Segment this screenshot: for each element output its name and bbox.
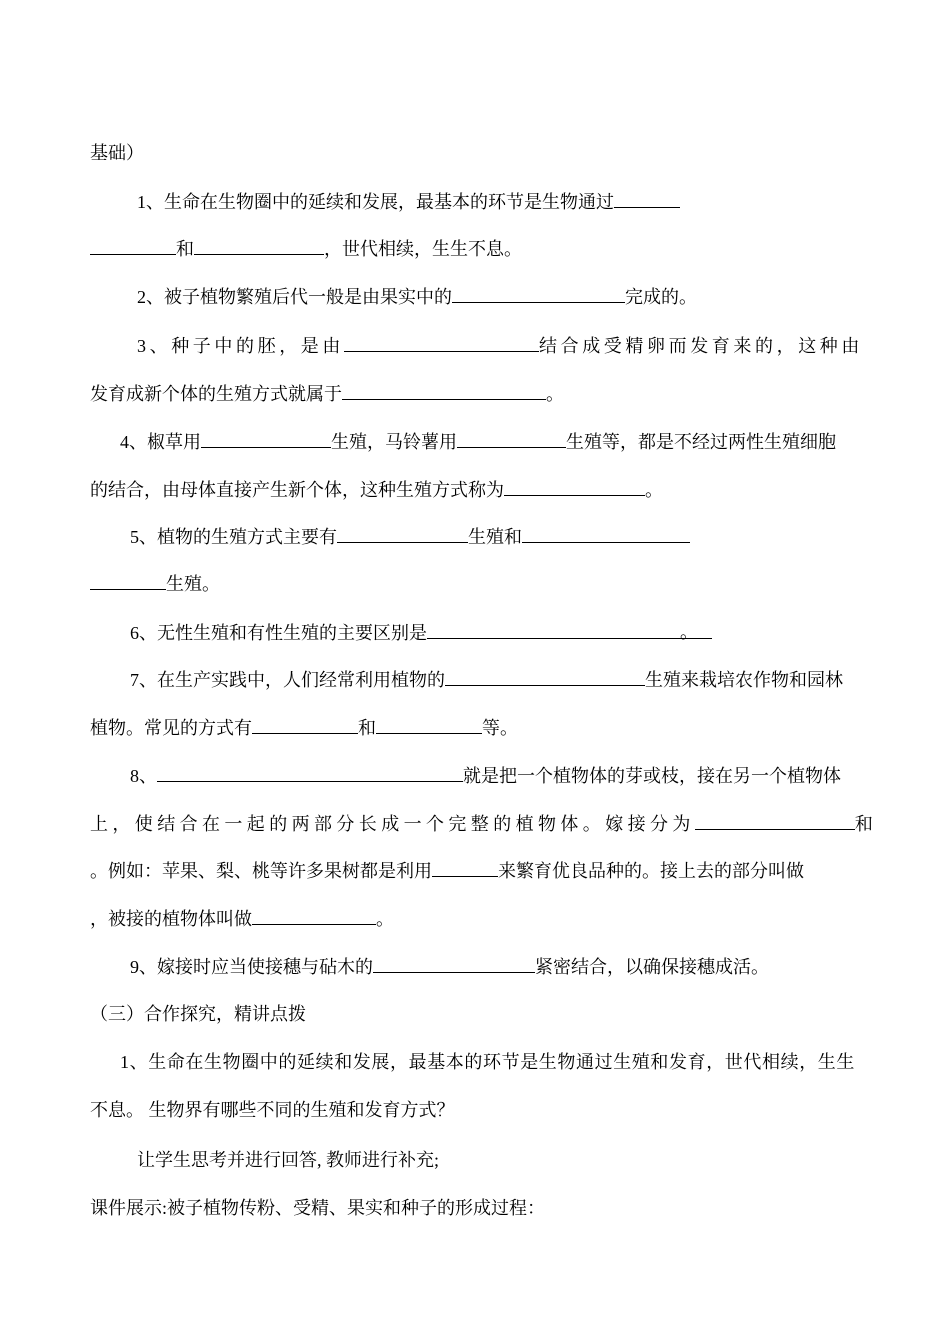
text: 和 xyxy=(176,239,194,259)
text: 结合成受精卵而发育来的，这种由 xyxy=(539,336,863,356)
text: 。 xyxy=(546,384,564,404)
question-6 xyxy=(130,621,712,643)
text: 。 xyxy=(376,909,394,929)
section-continuation: 基础） xyxy=(90,143,144,163)
text: 。例如：苹果、梨、桃等许多果树都是利用 xyxy=(90,861,432,881)
blank[interactable] xyxy=(194,237,324,255)
text: 生殖。 xyxy=(166,574,220,594)
question-5-cont xyxy=(90,572,220,594)
blank[interactable] xyxy=(504,478,645,496)
question-7-cont xyxy=(90,716,518,738)
text: 生殖和 xyxy=(468,527,522,547)
paragraph: 不息。 生物界有哪些不同的生殖和发育方式？ xyxy=(90,1100,455,1120)
blank[interactable] xyxy=(90,572,166,590)
blank[interactable] xyxy=(344,334,539,352)
question-9 xyxy=(130,955,769,977)
blank[interactable] xyxy=(201,430,331,448)
blank[interactable] xyxy=(376,716,482,734)
blank[interactable] xyxy=(432,859,498,877)
text: 生殖等，都是不经过两性生殖细胞 xyxy=(566,432,836,452)
question-2 xyxy=(137,285,697,307)
blank[interactable] xyxy=(445,668,645,686)
blank[interactable] xyxy=(337,525,468,543)
text: 来繁育优良品种的。接上去的部分叫做 xyxy=(498,861,804,881)
blank[interactable] xyxy=(342,382,546,400)
question-5 xyxy=(130,525,690,547)
text: 2、被子植物繁殖后代一般是由果实中的 xyxy=(137,287,452,307)
question-8-cont3 xyxy=(90,907,394,929)
text: 4、椒草用 xyxy=(120,432,201,452)
text: 和 xyxy=(854,814,878,834)
question-1-cont xyxy=(90,237,522,259)
text: 生殖，马铃薯用 xyxy=(331,432,457,452)
text: 5、植物的生殖方式主要有 xyxy=(130,527,337,547)
question-7 xyxy=(130,668,843,690)
text: 8、 xyxy=(130,766,157,786)
paragraph: 课件展示:被子植物传粉、受精、果实和种子的形成过程： xyxy=(90,1198,545,1218)
text: 和 xyxy=(358,718,376,738)
text: ，世代相续，生生不息。 xyxy=(324,239,522,259)
blank[interactable] xyxy=(452,285,625,303)
blank[interactable] xyxy=(614,190,680,208)
blank[interactable] xyxy=(373,955,535,973)
text: 3、种子中的胚，是由 xyxy=(137,336,344,356)
text: ，被接的植物体叫做 xyxy=(90,909,252,929)
question-4 xyxy=(120,430,836,452)
question-3 xyxy=(137,334,863,356)
text: 发育成新个体的生殖方式就属于 xyxy=(90,384,342,404)
text: 紧密结合，以确保接穗成活。 xyxy=(535,957,769,977)
text: 完成的。 xyxy=(625,287,697,307)
blank[interactable] xyxy=(427,621,712,642)
blank[interactable] xyxy=(252,716,358,734)
text: 7、在生产实践中，人们经常利用植物的 xyxy=(130,670,445,690)
blank[interactable] xyxy=(252,907,376,925)
text: 等。 xyxy=(482,718,518,738)
paragraph: 1、生命在生物圈中的延续和发展，最基本的环节是生物通过生殖和发育，世代相续，生生 xyxy=(120,1052,855,1072)
blank[interactable] xyxy=(695,812,855,830)
question-8 xyxy=(130,764,841,786)
text: 生殖来栽培农作物和园林 xyxy=(645,670,843,690)
question-8-cont xyxy=(90,812,877,834)
text: 上，使结合在一起的两部分长成一个完整的植物体。嫁接分为 xyxy=(90,814,695,834)
text: 。 xyxy=(680,622,698,642)
blank[interactable] xyxy=(457,430,566,448)
question-3-cont xyxy=(90,382,564,404)
text: 6、无性生殖和有性生殖的主要区别是 xyxy=(130,623,427,643)
text: 1、生命在生物圈中的延续和发展，最基本的环节是生物通过 xyxy=(137,192,614,212)
text: 的结合，由母体直接产生新个体，这种生殖方式称为 xyxy=(90,480,504,500)
text: 9、嫁接时应当使接穗与砧木的 xyxy=(130,957,373,977)
question-8-cont2 xyxy=(90,859,804,881)
question-1 xyxy=(137,190,680,212)
text: 就是把一个植物体的芽或枝，接在另一个植物体 xyxy=(463,766,841,786)
question-4-cont xyxy=(90,478,663,500)
paragraph: 让学生思考并进行回答, 教师进行补充; xyxy=(137,1150,439,1170)
blank[interactable] xyxy=(157,764,463,782)
text: 植物。常见的方式有 xyxy=(90,718,252,738)
blank[interactable] xyxy=(522,525,690,543)
blank[interactable] xyxy=(90,237,176,255)
text: 。 xyxy=(645,480,663,500)
section-heading: （三）合作探究，精讲点拨 xyxy=(90,1004,306,1024)
